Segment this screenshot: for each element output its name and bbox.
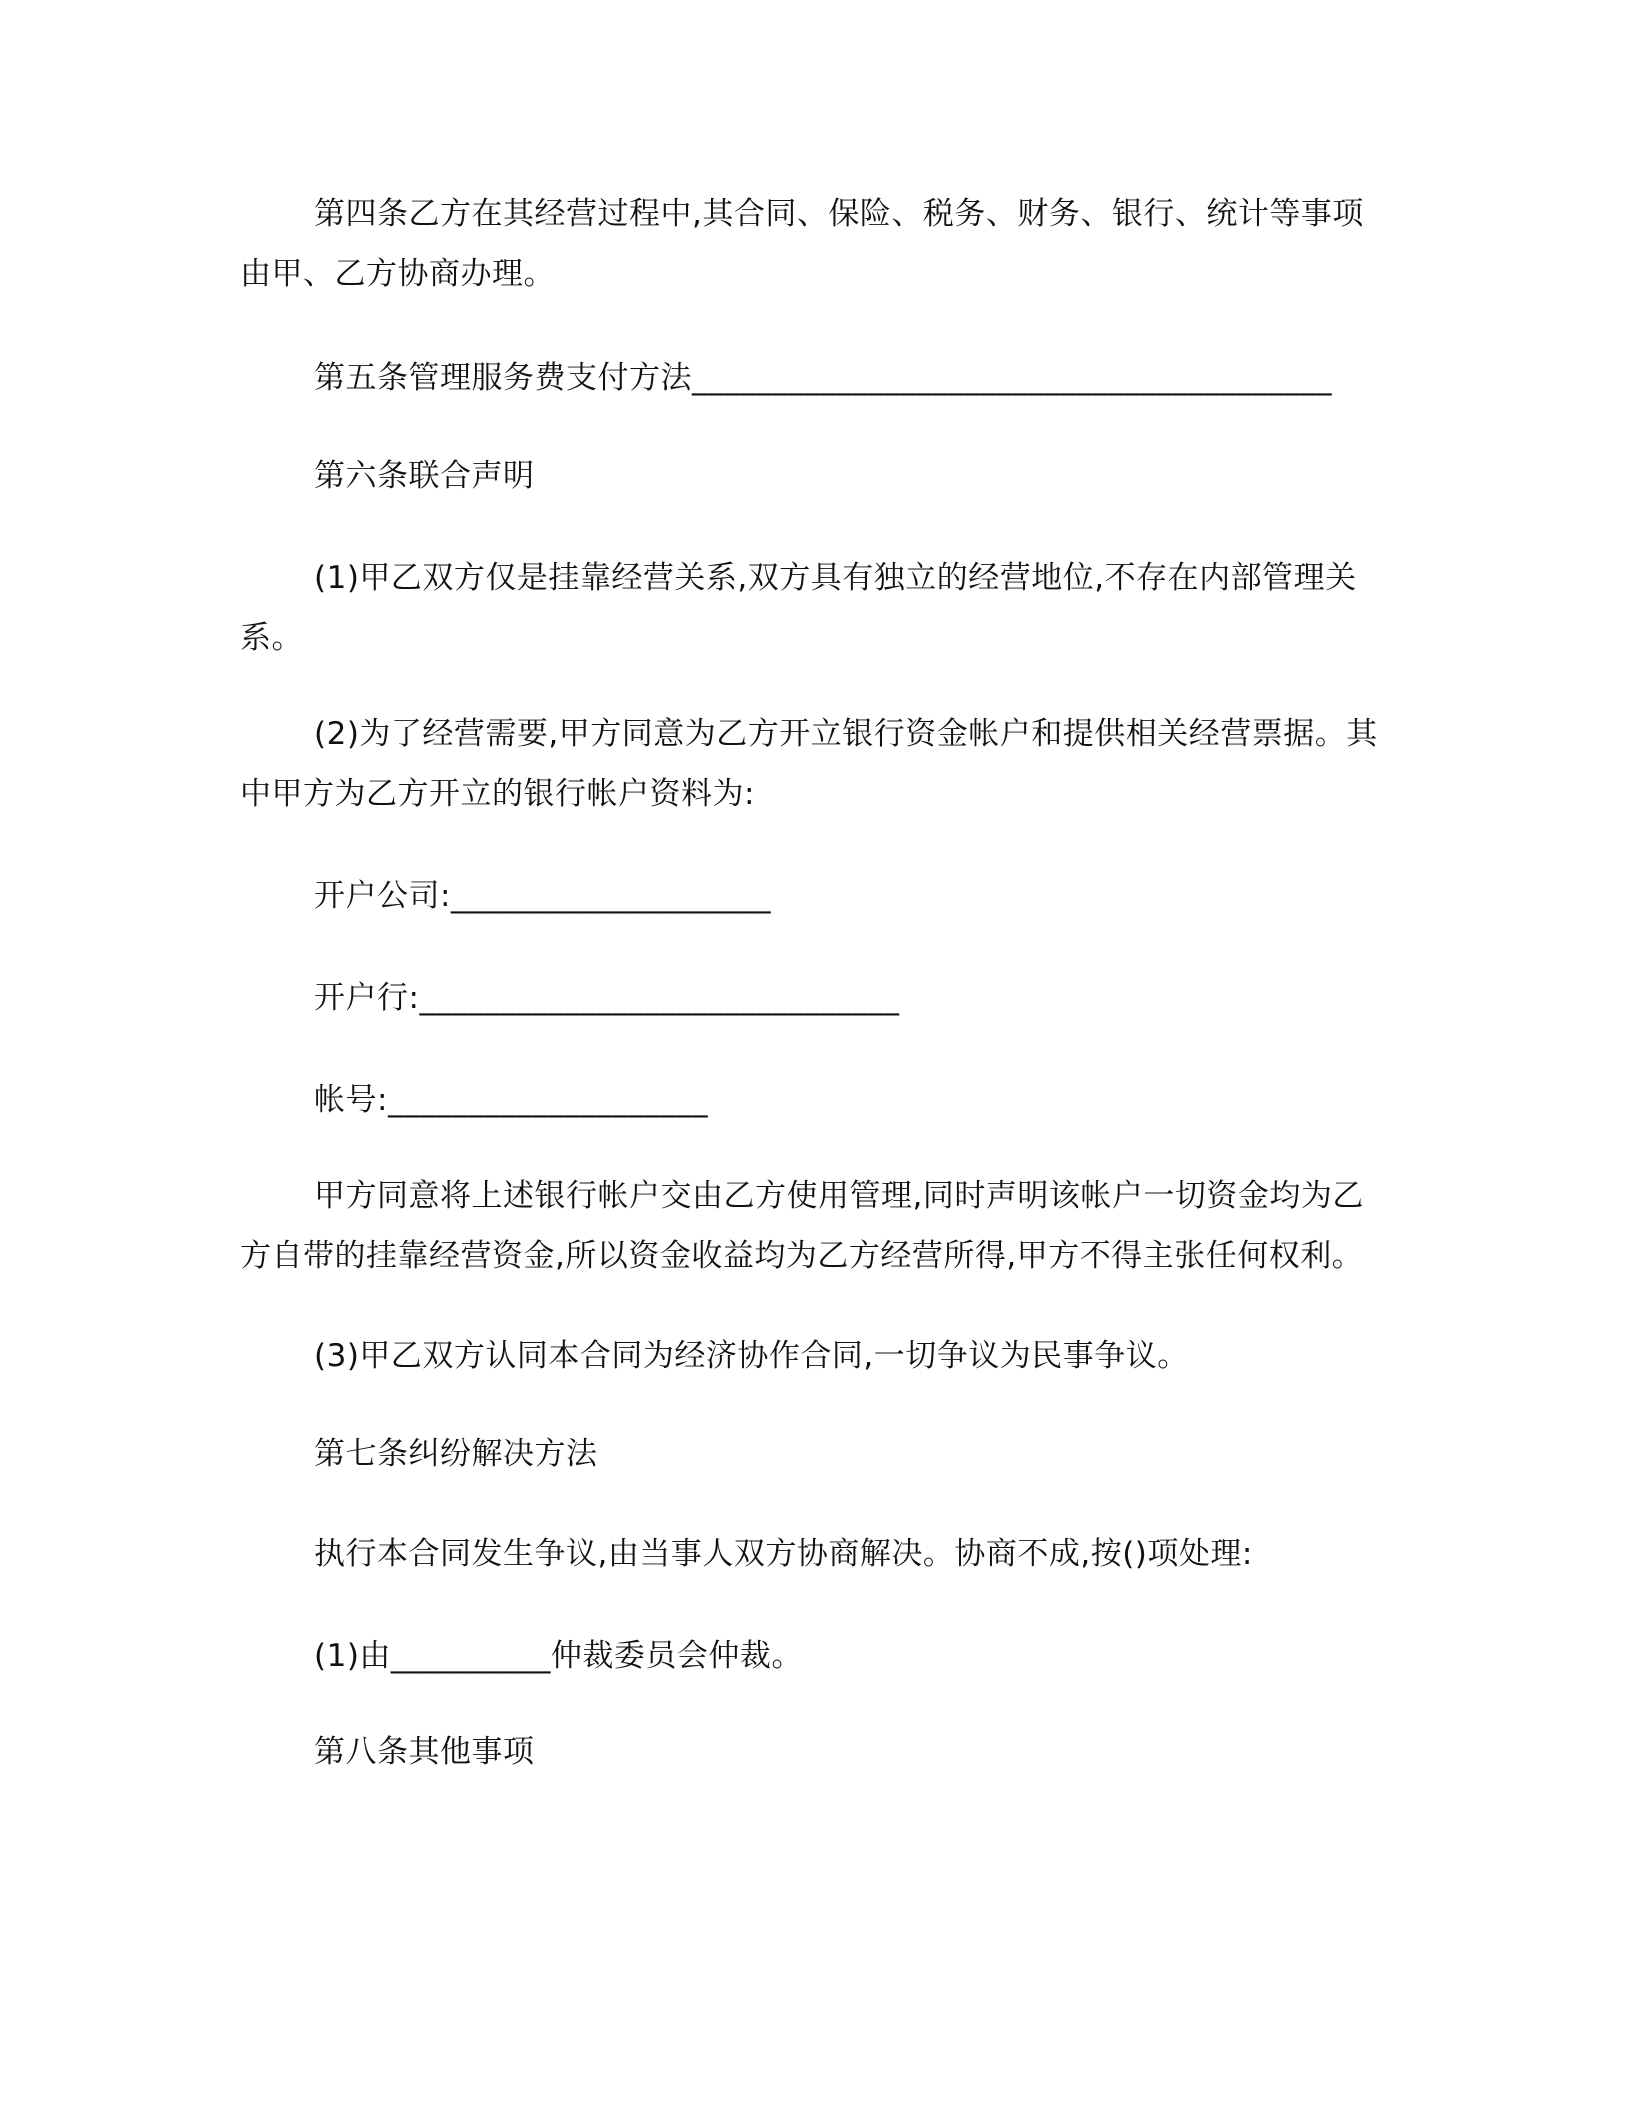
clause-6-1-line-2: 系。: [240, 620, 303, 656]
clause-6-2-line-2: 中甲方为乙方开立的银行帐户资料为:: [240, 776, 755, 812]
clause-6-2-line-1: (2)为了经营需要,甲方同意为乙方开立银行资金帐户和提供相关经营票据。其: [314, 716, 1378, 752]
account-statement-line-1: 甲方同意将上述银行帐户交由乙方使用管理,同时声明该帐户一切资金均为乙: [314, 1178, 1364, 1214]
account-statement-line-2: 方自带的挂靠经营资金,所以资金收益均为乙方经营所得,甲方不得主张任何权利。: [240, 1238, 1364, 1274]
account-number-field: 帐号:____________________: [314, 1082, 708, 1118]
account-company-field: 开户公司:____________________: [314, 878, 771, 914]
article-6-heading: 第六条联合声明: [314, 458, 535, 494]
clause-6-3: (3)甲乙双方认同本合同为经济协作合同,一切争议为民事争议。: [314, 1338, 1189, 1374]
arbitration-clause: (1)由__________仲裁委员会仲裁。: [314, 1638, 803, 1674]
article-5-heading: 第五条管理服务费支付方法________________________________________: [314, 360, 1332, 396]
article-8-heading: 第八条其他事项: [314, 1734, 535, 1770]
article-7-heading: 第七条纠纷解决方法: [314, 1436, 598, 1472]
clause-6-1-line-1: (1)甲乙双方仅是挂靠经营关系,双方具有独立的经营地位,不存在内部管理关: [314, 560, 1357, 596]
account-bank-field: 开户行:______________________________: [314, 980, 900, 1016]
dispute-resolution-text: 执行本合同发生争议,由当事人双方协商解决。协商不成,按()项处理:: [314, 1536, 1253, 1572]
article-4-line-1: 第四条乙方在其经营过程中,其合同、保险、税务、财务、银行、统计等事项: [314, 196, 1364, 232]
article-4-line-2: 由甲、乙方协商办理。: [240, 256, 555, 292]
